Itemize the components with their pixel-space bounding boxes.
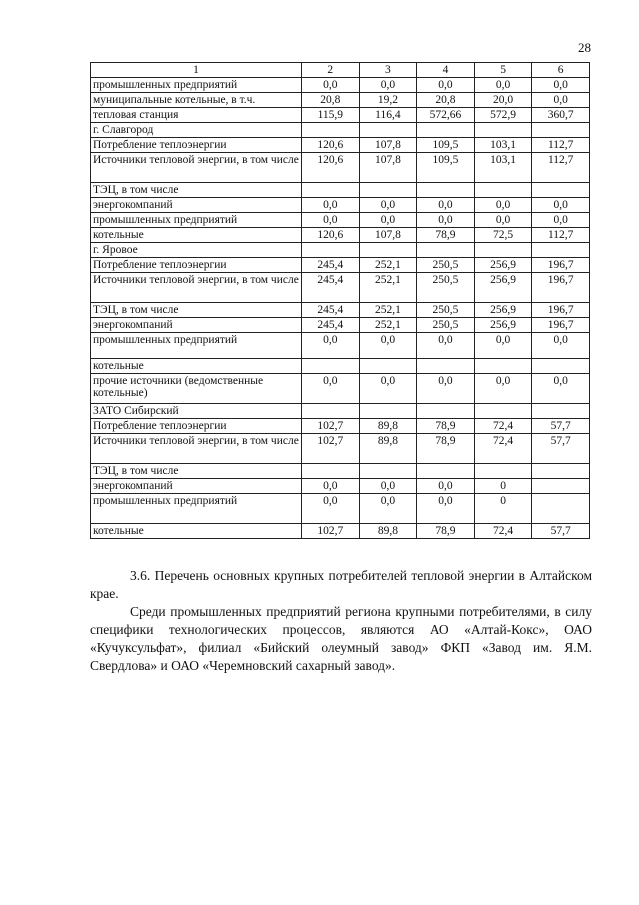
value-cell: 250,5 <box>417 303 475 318</box>
value-cell: 20,8 <box>417 93 475 108</box>
table-row <box>91 243 590 258</box>
table-row <box>91 228 590 243</box>
row-label: муниципальные котельные, в т.ч. <box>91 93 302 108</box>
value-cell <box>474 359 532 374</box>
value-cell: 72,4 <box>474 434 532 464</box>
value-cell <box>302 243 360 258</box>
row-label: ТЭЦ, в том числе <box>91 303 302 318</box>
table-row <box>91 374 590 404</box>
value-cell: 0,0 <box>302 78 360 93</box>
value-cell: 256,9 <box>474 303 532 318</box>
value-cell <box>359 464 417 479</box>
table-header-row <box>91 63 590 78</box>
value-cell: 0,0 <box>302 494 360 524</box>
row-label: котельные <box>91 524 302 539</box>
value-cell: 107,8 <box>359 228 417 243</box>
table-row <box>91 464 590 479</box>
value-cell: 89,8 <box>359 419 417 434</box>
value-cell <box>474 183 532 198</box>
value-cell: 103,1 <box>474 138 532 153</box>
value-cell: 0,0 <box>417 213 475 228</box>
value-cell: 112,7 <box>532 138 590 153</box>
table-row <box>91 479 590 494</box>
page-number: 28 <box>578 40 591 55</box>
value-cell: 89,8 <box>359 434 417 464</box>
value-cell: 72,4 <box>474 524 532 539</box>
value-cell: 0,0 <box>302 333 360 359</box>
row-label: г. Яровое <box>91 243 302 258</box>
value-cell <box>417 183 475 198</box>
header-cell: 1 <box>91 63 302 78</box>
row-label: тепловая станция <box>91 108 302 123</box>
table-row <box>91 303 590 318</box>
value-cell: 252,1 <box>359 258 417 273</box>
table-row <box>91 138 590 153</box>
value-cell <box>359 359 417 374</box>
value-cell: 89,8 <box>359 524 417 539</box>
value-cell: 256,9 <box>474 318 532 333</box>
table-row <box>91 359 590 374</box>
value-cell <box>532 359 590 374</box>
value-cell <box>417 123 475 138</box>
table-row <box>91 318 590 333</box>
body-paragraph-text: Среди промышленных предприятий региона крупными потребителями, в силу специфики технологических процессов, являются АО «Алтай-Кокс», ОАО «Кучуксульфат», филиал «Бийский олеумный завод» ФКП «Завод им. Я.М. Свердлова» и ОАО «Черемновский сахарный завод». <box>90 604 592 673</box>
value-cell: 102,7 <box>302 434 360 464</box>
value-cell: 252,1 <box>359 318 417 333</box>
row-label: Источники тепловой энергии, в том числе <box>91 273 302 303</box>
value-cell: 0 <box>474 494 532 524</box>
value-cell: 0,0 <box>302 479 360 494</box>
value-cell: 19,2 <box>359 93 417 108</box>
value-cell: 250,5 <box>417 258 475 273</box>
table-body <box>91 78 590 539</box>
value-cell <box>532 183 590 198</box>
value-cell: 109,5 <box>417 138 475 153</box>
body-paragraph <box>90 603 592 675</box>
row-label: энергокомпаний <box>91 479 302 494</box>
value-cell: 256,9 <box>474 273 532 303</box>
row-label: прочие источники (ведомственные котельные) <box>91 374 302 404</box>
row-label: Потребление теплоэнергии <box>91 138 302 153</box>
row-label: Потребление теплоэнергии <box>91 258 302 273</box>
value-cell: 107,8 <box>359 138 417 153</box>
value-cell: 250,5 <box>417 318 475 333</box>
table-row <box>91 404 590 419</box>
table-row <box>91 273 590 303</box>
row-label: энергокомпаний <box>91 198 302 213</box>
value-cell <box>359 183 417 198</box>
value-cell: 245,4 <box>302 258 360 273</box>
value-cell <box>302 404 360 419</box>
value-cell: 0,0 <box>417 198 475 213</box>
value-cell <box>302 123 360 138</box>
value-cell: 0,0 <box>359 494 417 524</box>
header-cell: 4 <box>417 63 475 78</box>
header-cell: 2 <box>302 63 360 78</box>
row-label: промышленных предприятий <box>91 494 302 524</box>
value-cell: 0,0 <box>359 198 417 213</box>
value-cell <box>359 404 417 419</box>
table-row <box>91 524 590 539</box>
value-cell: 196,7 <box>532 273 590 303</box>
value-cell: 245,4 <box>302 318 360 333</box>
header-cell: 5 <box>474 63 532 78</box>
value-cell <box>532 404 590 419</box>
value-cell: 0,0 <box>474 374 532 404</box>
value-cell: 0,0 <box>417 374 475 404</box>
value-cell <box>417 464 475 479</box>
value-cell <box>417 404 475 419</box>
table-row <box>91 183 590 198</box>
value-cell: 0,0 <box>359 213 417 228</box>
row-label: ТЭЦ, в том числе <box>91 183 302 198</box>
value-cell: 252,1 <box>359 303 417 318</box>
value-cell: 196,7 <box>532 303 590 318</box>
heat-balance-table <box>90 62 590 539</box>
value-cell: 252,1 <box>359 273 417 303</box>
value-cell: 245,4 <box>302 303 360 318</box>
value-cell: 20,8 <box>302 93 360 108</box>
value-cell: 103,1 <box>474 153 532 183</box>
value-cell: 250,5 <box>417 273 475 303</box>
value-cell: 0,0 <box>417 78 475 93</box>
table-row <box>91 93 590 108</box>
value-cell <box>302 359 360 374</box>
value-cell: 78,9 <box>417 419 475 434</box>
table-row <box>91 198 590 213</box>
value-cell: 0,0 <box>532 333 590 359</box>
value-cell: 0,0 <box>302 374 360 404</box>
value-cell <box>359 123 417 138</box>
value-cell: 102,7 <box>302 524 360 539</box>
value-cell: 0 <box>474 479 532 494</box>
row-label: ЗАТО Сибирский <box>91 404 302 419</box>
value-cell: 78,9 <box>417 434 475 464</box>
value-cell: 57,7 <box>532 419 590 434</box>
value-cell: 0,0 <box>302 198 360 213</box>
value-cell: 0,0 <box>359 479 417 494</box>
table-row <box>91 153 590 183</box>
table-row <box>91 419 590 434</box>
value-cell: 0,0 <box>417 333 475 359</box>
row-label: Источники тепловой энергии, в том числе <box>91 434 302 464</box>
value-cell: 72,5 <box>474 228 532 243</box>
value-cell <box>532 243 590 258</box>
value-cell: 0,0 <box>532 213 590 228</box>
row-label: промышленных предприятий <box>91 213 302 228</box>
value-cell: 0,0 <box>417 494 475 524</box>
row-label: промышленных предприятий <box>91 333 302 359</box>
row-label: Потребление теплоэнергии <box>91 419 302 434</box>
row-label: котельные <box>91 359 302 374</box>
value-cell <box>417 359 475 374</box>
value-cell: 107,8 <box>359 153 417 183</box>
value-cell <box>359 243 417 258</box>
table-row <box>91 494 590 524</box>
value-cell: 120,6 <box>302 228 360 243</box>
value-cell: 0,0 <box>474 198 532 213</box>
header-cell: 6 <box>532 63 590 78</box>
value-cell: 57,7 <box>532 434 590 464</box>
value-cell: 78,9 <box>417 524 475 539</box>
value-cell: 0,0 <box>474 333 532 359</box>
value-cell: 116,4 <box>359 108 417 123</box>
value-cell: 120,6 <box>302 138 360 153</box>
section-heading <box>90 567 592 603</box>
value-cell: 78,9 <box>417 228 475 243</box>
table-row <box>91 78 590 93</box>
table-row <box>91 213 590 228</box>
header-cell: 3 <box>359 63 417 78</box>
value-cell <box>532 464 590 479</box>
value-cell <box>417 243 475 258</box>
table-row <box>91 123 590 138</box>
value-cell: 0,0 <box>474 213 532 228</box>
value-cell: 102,7 <box>302 419 360 434</box>
value-cell <box>474 123 532 138</box>
value-cell <box>474 404 532 419</box>
value-cell: 256,9 <box>474 258 532 273</box>
row-label: г. Славгород <box>91 123 302 138</box>
value-cell <box>532 123 590 138</box>
value-cell: 0,0 <box>532 198 590 213</box>
value-cell: 20,0 <box>474 93 532 108</box>
value-cell: 112,7 <box>532 153 590 183</box>
value-cell: 0,0 <box>417 479 475 494</box>
value-cell: 115,9 <box>302 108 360 123</box>
value-cell: 120,6 <box>302 153 360 183</box>
row-label: Источники тепловой энергии, в том числе <box>91 153 302 183</box>
value-cell: 0,0 <box>474 78 532 93</box>
value-cell: 112,7 <box>532 228 590 243</box>
table-row <box>91 258 590 273</box>
value-cell: 109,5 <box>417 153 475 183</box>
value-cell: 572,9 <box>474 108 532 123</box>
value-cell <box>302 464 360 479</box>
value-cell: 72,4 <box>474 419 532 434</box>
value-cell <box>474 243 532 258</box>
table-row <box>91 333 590 359</box>
row-label: ТЭЦ, в том числе <box>91 464 302 479</box>
value-cell: 196,7 <box>532 258 590 273</box>
value-cell: 245,4 <box>302 273 360 303</box>
value-cell: 0,0 <box>359 374 417 404</box>
value-cell <box>532 479 590 494</box>
section-heading-text: 3.6. Перечень основных крупных потребителей тепловой энергии в Алтайском крае. <box>90 568 592 601</box>
value-cell: 0,0 <box>302 213 360 228</box>
row-label: промышленных предприятий <box>91 78 302 93</box>
value-cell: 0,0 <box>532 78 590 93</box>
value-cell: 360,7 <box>532 108 590 123</box>
value-cell: 0,0 <box>532 374 590 404</box>
value-cell: 57,7 <box>532 524 590 539</box>
value-cell: 572,66 <box>417 108 475 123</box>
row-label: котельные <box>91 228 302 243</box>
value-cell: 196,7 <box>532 318 590 333</box>
table-row <box>91 434 590 464</box>
row-label: энергокомпаний <box>91 318 302 333</box>
value-cell: 0,0 <box>359 78 417 93</box>
value-cell <box>302 183 360 198</box>
value-cell: 0,0 <box>532 93 590 108</box>
value-cell <box>532 494 590 524</box>
value-cell <box>474 464 532 479</box>
value-cell: 0,0 <box>359 333 417 359</box>
table-row <box>91 108 590 123</box>
